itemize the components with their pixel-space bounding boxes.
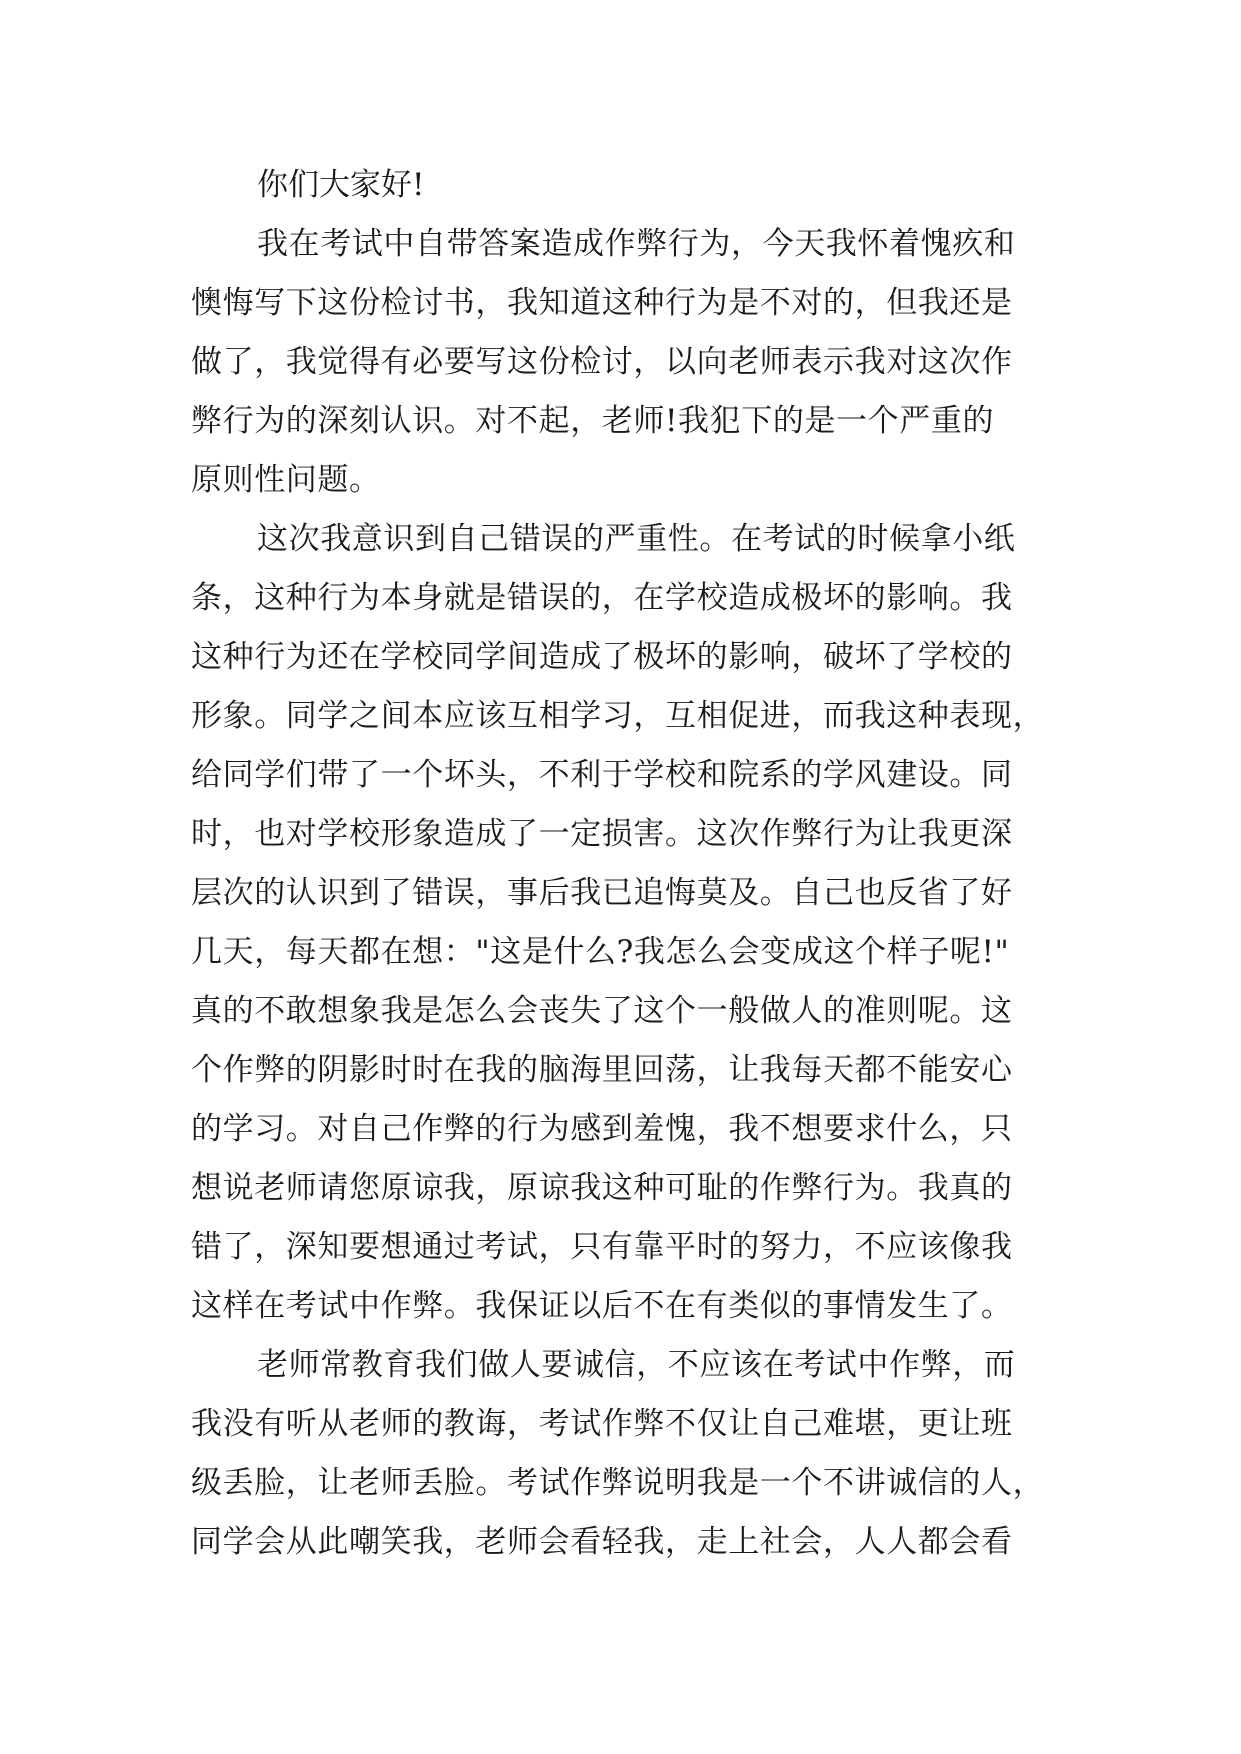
text-line: 做了，我觉得有必要写这份检讨，以向老师表示我对这次作 (191, 344, 1013, 380)
paragraph-2 (191, 510, 1061, 1336)
text-line: 真的不敢想象我是怎么会丧失了这个一般做人的准则呢。这 (191, 993, 1013, 1029)
text-line: 我在考试中自带答案造成作弊行为，今天我怀着愧疚和 (257, 226, 1016, 262)
greeting-line: 你们大家好! (257, 167, 425, 203)
text-line: 老师常教育我们做人要诚信，不应该在考试中作弊，而 (257, 1347, 1016, 1383)
text-line: 个作弊的阴影时时在我的脑海里回荡，让我每天都不能安心 (191, 1052, 1013, 1088)
text-line: 这样在考试中作弊。我保证以后不在有类似的事情发生了。 (191, 1288, 1013, 1324)
paragraph-1 (191, 215, 1061, 510)
text-line: 想说老师请您原谅我，原谅我这种可耻的作弊行为。我真的 (191, 1170, 1013, 1206)
text-line: 弊行为的深刻认识。对不起，老师!我犯下的是一个严重的 (191, 403, 995, 439)
document-body (191, 156, 1061, 1572)
text-line: 形象。同学之间本应该互相学习，互相促进，而我这种表现， (191, 698, 1045, 734)
text-line: 给同学们带了一个坏头，不利于学校和院系的学风建设。同 (191, 757, 1013, 793)
text-line: 时，也对学校形象造成了一定损害。这次作弊行为让我更深 (191, 816, 1013, 852)
text-line: 这次我意识到自己错误的严重性。在考试的时候拿小纸 (257, 521, 1016, 557)
text-line: 原则性问题。 (191, 462, 381, 498)
text-line: 这种行为还在学校同学间造成了极坏的影响，破坏了学校的 (191, 639, 1013, 675)
text-line: 条，这种行为本身就是错误的，在学校造成极坏的影响。我 (191, 580, 1013, 616)
text-line: 的学习。对自己作弊的行为感到羞愧，我不想要求什么，只 (191, 1111, 1013, 1147)
text-line: 级丢脸，让老师丢脸。考试作弊说明我是一个不讲诚信的人， (191, 1465, 1045, 1501)
text-line: 层次的认识到了错误，事后我已追悔莫及。自己也反省了好 (191, 875, 1013, 911)
paragraph-3 (191, 1336, 1061, 1572)
text-line: 我没有听从老师的教诲，考试作弊不仅让自己难堪，更让班 (191, 1406, 1013, 1442)
text-line: 几天，每天都在想："这是什么?我怎么会变成这个样子呢!" (191, 934, 1010, 970)
text-line: 同学会从此嘲笑我，老师会看轻我，走上社会，人人都会看 (191, 1524, 1013, 1560)
text-line: 错了，深知要想通过考试，只有靠平时的努力，不应该像我 (191, 1229, 1013, 1265)
text-line: 懊悔写下这份检讨书，我知道这种行为是不对的，但我还是 (191, 285, 1013, 321)
